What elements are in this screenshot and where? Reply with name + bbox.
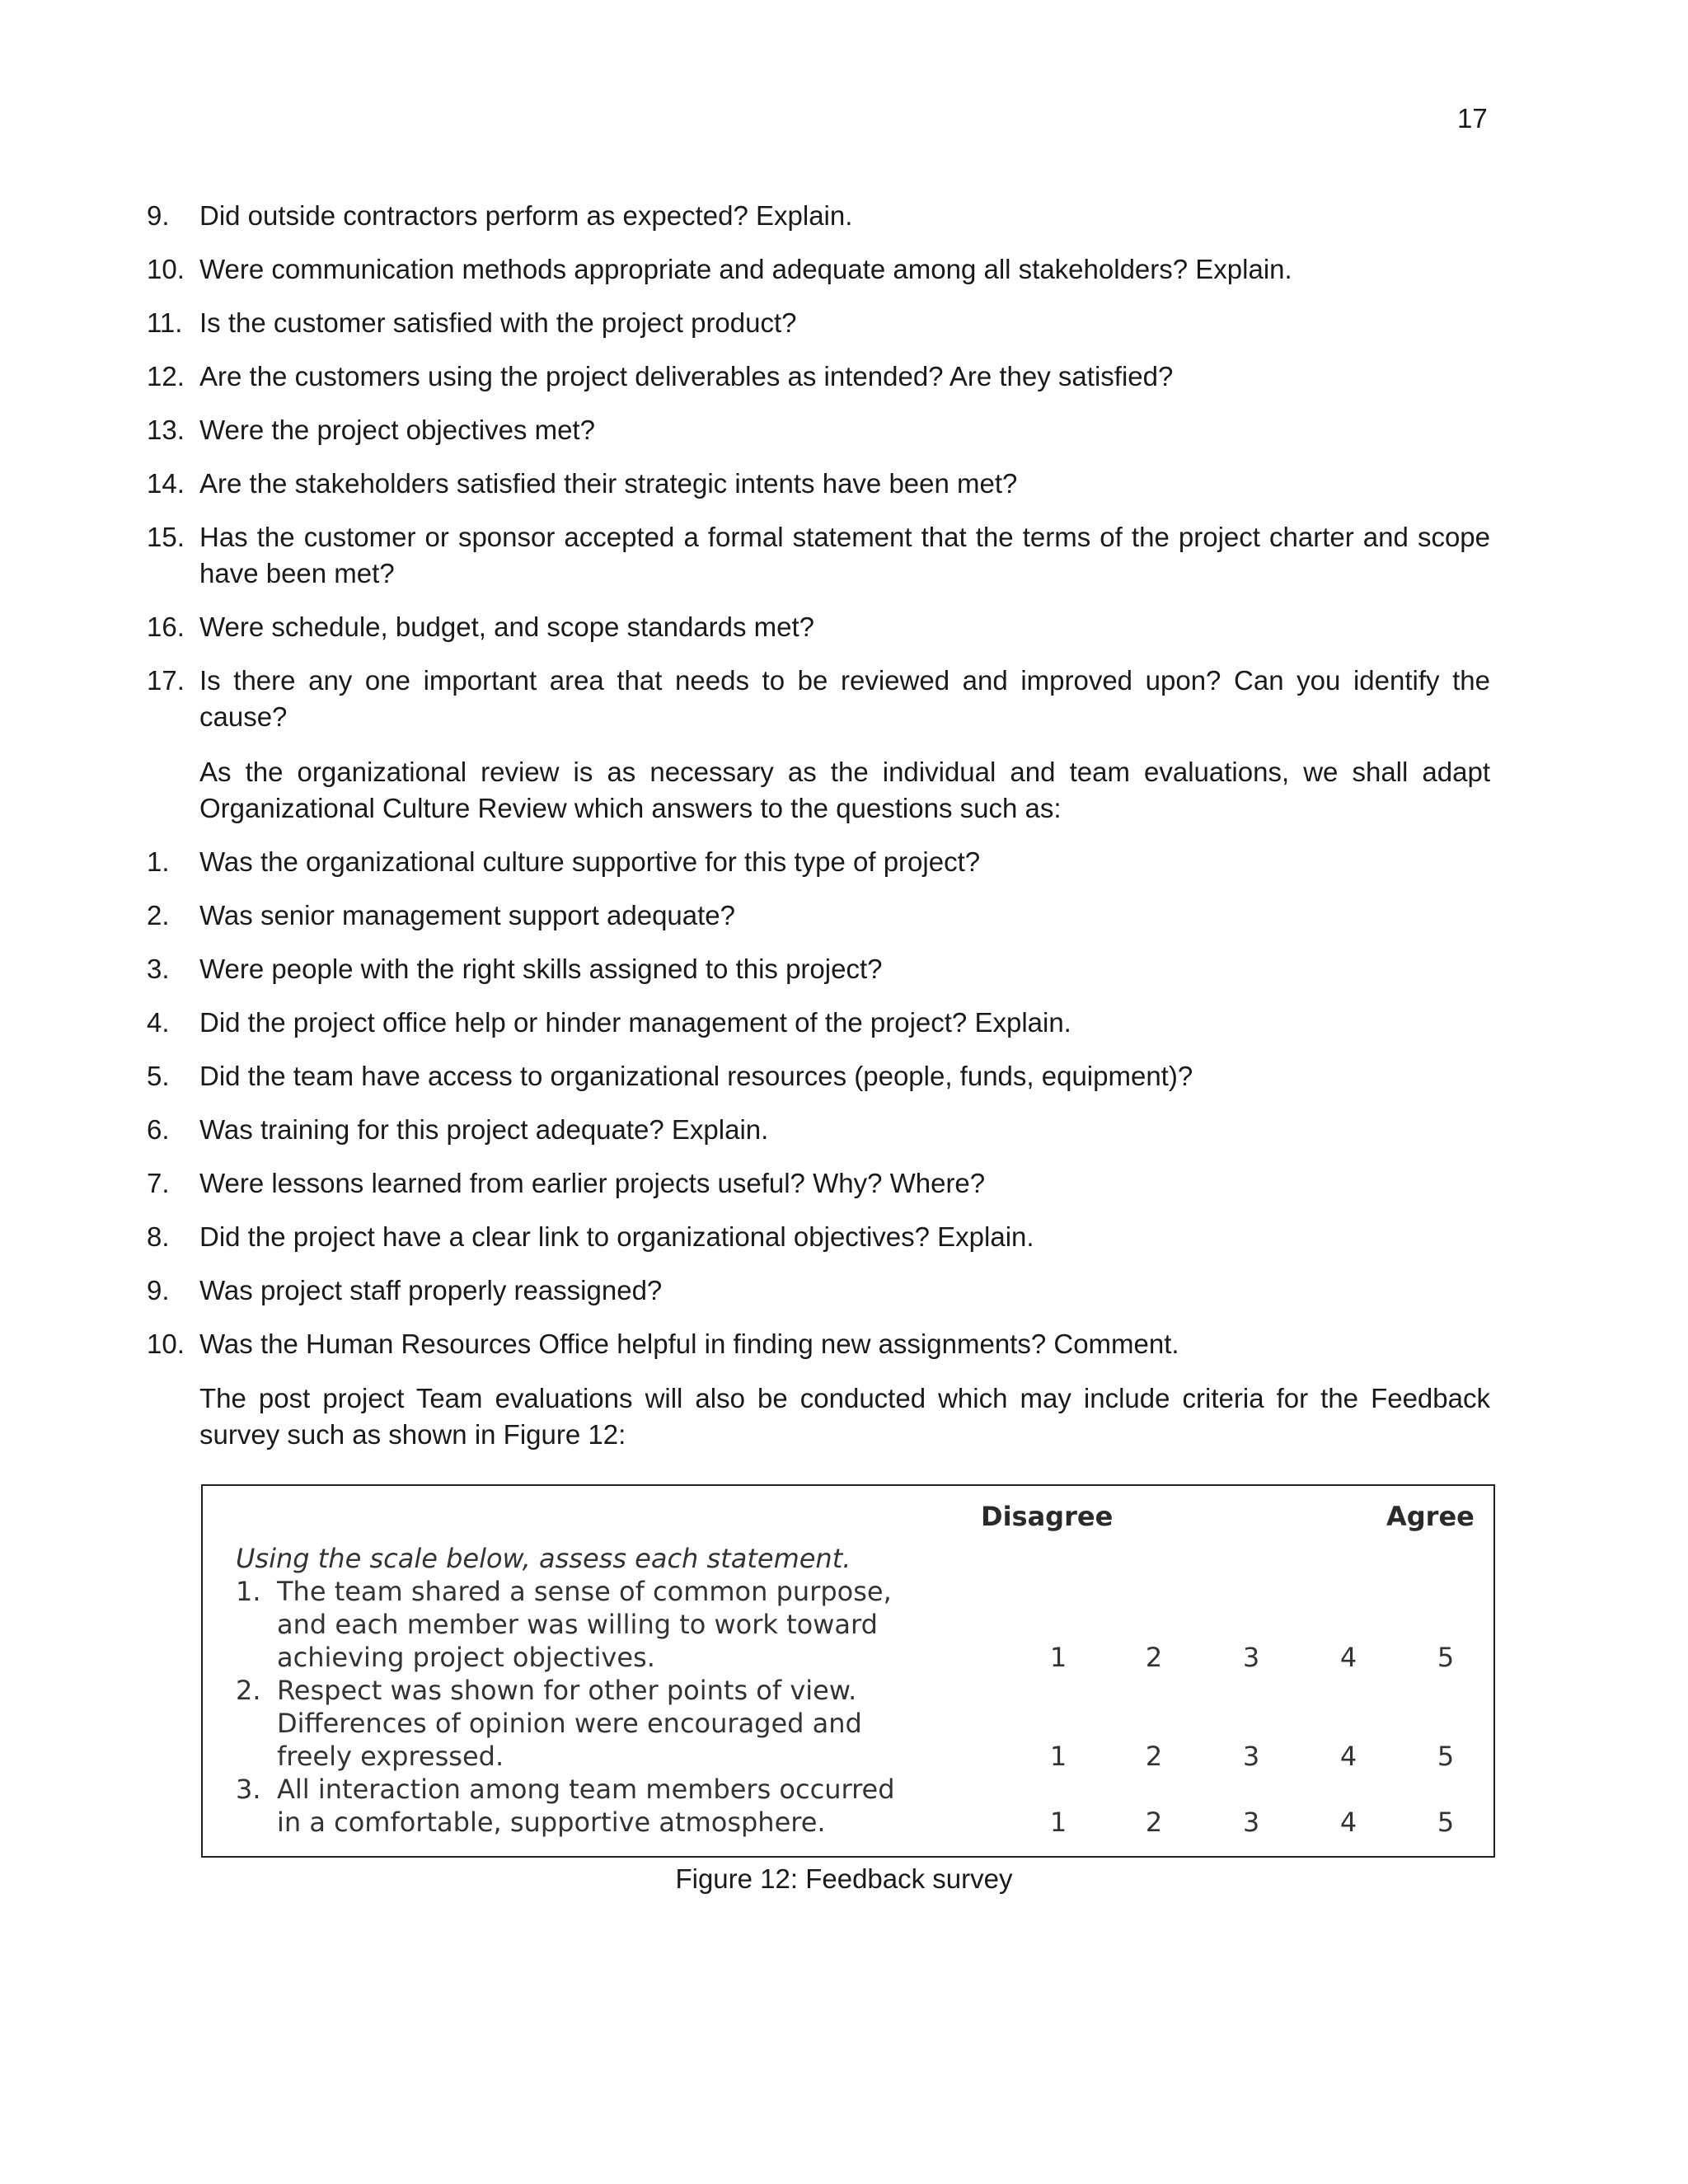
rating-option: 1: [1049, 1741, 1067, 1772]
list-item-number: 11.: [147, 307, 183, 338]
list-item: [147, 305, 1490, 341]
team-evaluation-paragraph: The post project Team evaluations will also be conducted which may include criteria for the Feedback survey such as shown in Figure 12:: [199, 1383, 1490, 1450]
list-item-text: Was senior management support adequate?: [199, 900, 736, 930]
list-item-text: Did the team have access to organizational resources (people, funds, equipment)?: [199, 1061, 1193, 1091]
list-item: [147, 1165, 1490, 1202]
scale-header-disagree: Disagree: [981, 1501, 1114, 1532]
list-item: [147, 1326, 1490, 1362]
list-item: [147, 951, 1490, 987]
statement-number: 2.: [236, 1675, 261, 1706]
list-item: [147, 1219, 1490, 1255]
rating-option: 4: [1339, 1642, 1357, 1673]
list-item-number: 9.: [147, 1275, 170, 1305]
rating-option: 3: [1242, 1642, 1260, 1673]
list-item-text: Were schedule, budget, and scope standards met?: [199, 612, 815, 642]
list-item: [147, 898, 1490, 934]
statement-text: The team shared a sense of common purpose, and each member was willing to work toward achieving project objectives.: [277, 1576, 892, 1673]
project-review-question-list: [147, 198, 1490, 752]
list-item: [147, 1005, 1490, 1041]
list-item-number: 3.: [147, 954, 170, 984]
list-item-number: 7.: [147, 1168, 170, 1198]
list-item-number: 13.: [147, 415, 185, 445]
rating-option: 1: [1049, 1642, 1067, 1673]
statement-text: Respect was shown for other points of view. Differences of opinion were encouraged and freely expressed.: [277, 1675, 862, 1772]
list-item: [147, 466, 1490, 502]
list-item-number: 5.: [147, 1061, 170, 1091]
statement-text: All interaction among team members occurred in a comfortable, supportive atmosphere.: [277, 1774, 895, 1838]
list-item-number: 8.: [147, 1221, 170, 1252]
page-number: 17: [1457, 103, 1488, 134]
list-item: [147, 1112, 1490, 1148]
rating-scale-row: [203, 1740, 1493, 1773]
rating-option: 3: [1242, 1741, 1260, 1772]
rating-scale-row: [203, 1806, 1493, 1839]
rating-option: 5: [1437, 1642, 1455, 1673]
rating-option: 3: [1242, 1807, 1260, 1838]
list-item-number: 14.: [147, 468, 185, 499]
list-item: [147, 519, 1490, 592]
rating-option: 4: [1339, 1807, 1357, 1838]
rating-option: 2: [1145, 1642, 1163, 1673]
feedback-survey-figure: [201, 1484, 1495, 1858]
list-item-text: Were the project objectives met?: [199, 415, 595, 445]
statement-number: 3.: [236, 1774, 261, 1805]
list-item-number: 4.: [147, 1007, 170, 1038]
list-item-number: 10.: [147, 1329, 185, 1359]
list-item-text: Was the organizational culture supportive for this type of project?: [199, 846, 981, 877]
list-item: [147, 412, 1490, 448]
survey-instruction: Using the scale below, assess each statement.: [236, 1543, 851, 1574]
figure-caption: Figure 12: Feedback survey: [675, 1863, 1013, 1894]
list-item: [147, 198, 1490, 234]
list-item-number: 2.: [147, 900, 170, 930]
rating-option: 5: [1437, 1807, 1455, 1838]
list-item-text: Is the customer satisfied with the project product?: [199, 307, 797, 338]
rating-option: 5: [1437, 1741, 1455, 1772]
list-item-text: Did outside contractors perform as expected? Explain.: [199, 200, 853, 231]
organizational-review-paragraph: As the organizational review is as necessary as the individual and team evaluations, we shall adapt Organizational Culture Review which answers to the questions such as:: [199, 757, 1490, 823]
list-item-text: Are the stakeholders satisfied their strategic intents have been met?: [199, 468, 1018, 499]
list-item-text: Was project staff properly reassigned?: [199, 1275, 663, 1305]
rating-option: 1: [1049, 1807, 1067, 1838]
list-item: [147, 663, 1490, 735]
list-item-number: 17.: [147, 665, 185, 696]
list-item-number: 12.: [147, 361, 185, 391]
list-item-number: 9.: [147, 200, 170, 231]
statement-number: 1.: [236, 1576, 261, 1607]
list-item-number: 15.: [147, 522, 185, 552]
list-item-number: 10.: [147, 254, 185, 284]
list-item-number: 16.: [147, 612, 185, 642]
list-item-text: Did the project have a clear link to organizational objectives? Explain.: [199, 1221, 1034, 1252]
list-item-text: Did the project office help or hinder management of the project? Explain.: [199, 1007, 1071, 1038]
list-item: [147, 1272, 1490, 1309]
list-item: [147, 609, 1490, 645]
list-item-number: 6.: [147, 1114, 170, 1145]
list-item: [147, 844, 1490, 880]
list-item: [147, 359, 1490, 395]
rating-option: 4: [1339, 1741, 1357, 1772]
list-item-text: Was training for this project adequate? Explain.: [199, 1114, 769, 1145]
list-item: [147, 251, 1490, 288]
list-item-text: Are the customers using the project deliverables as intended? Are they satisfied?: [199, 361, 1174, 391]
scale-header-agree: Agree: [1386, 1501, 1475, 1532]
list-item-text: Was the Human Resources Office helpful in finding new assignments? Comment.: [199, 1329, 1179, 1359]
rating-option: 2: [1145, 1741, 1163, 1772]
list-item-text: Were communication methods appropriate and adequate among all stakeholders? Explain.: [199, 254, 1292, 284]
organizational-culture-question-list: [147, 844, 1490, 1380]
list-item-text: Has the customer or sponsor accepted a formal statement that the terms of the project charter and scope have been met?: [199, 522, 1490, 588]
list-item-text: Were people with the right skills assigned to this project?: [199, 954, 883, 984]
list-item-text: Were lessons learned from earlier projects useful? Why? Where?: [199, 1168, 986, 1198]
rating-scale-row: [203, 1641, 1493, 1674]
list-item-number: 1.: [147, 846, 170, 877]
rating-option: 2: [1145, 1807, 1163, 1838]
list-item: [147, 1058, 1490, 1094]
list-item-text: Is there any one important area that needs to be reviewed and improved upon? Can you identify the cause?: [199, 665, 1490, 732]
